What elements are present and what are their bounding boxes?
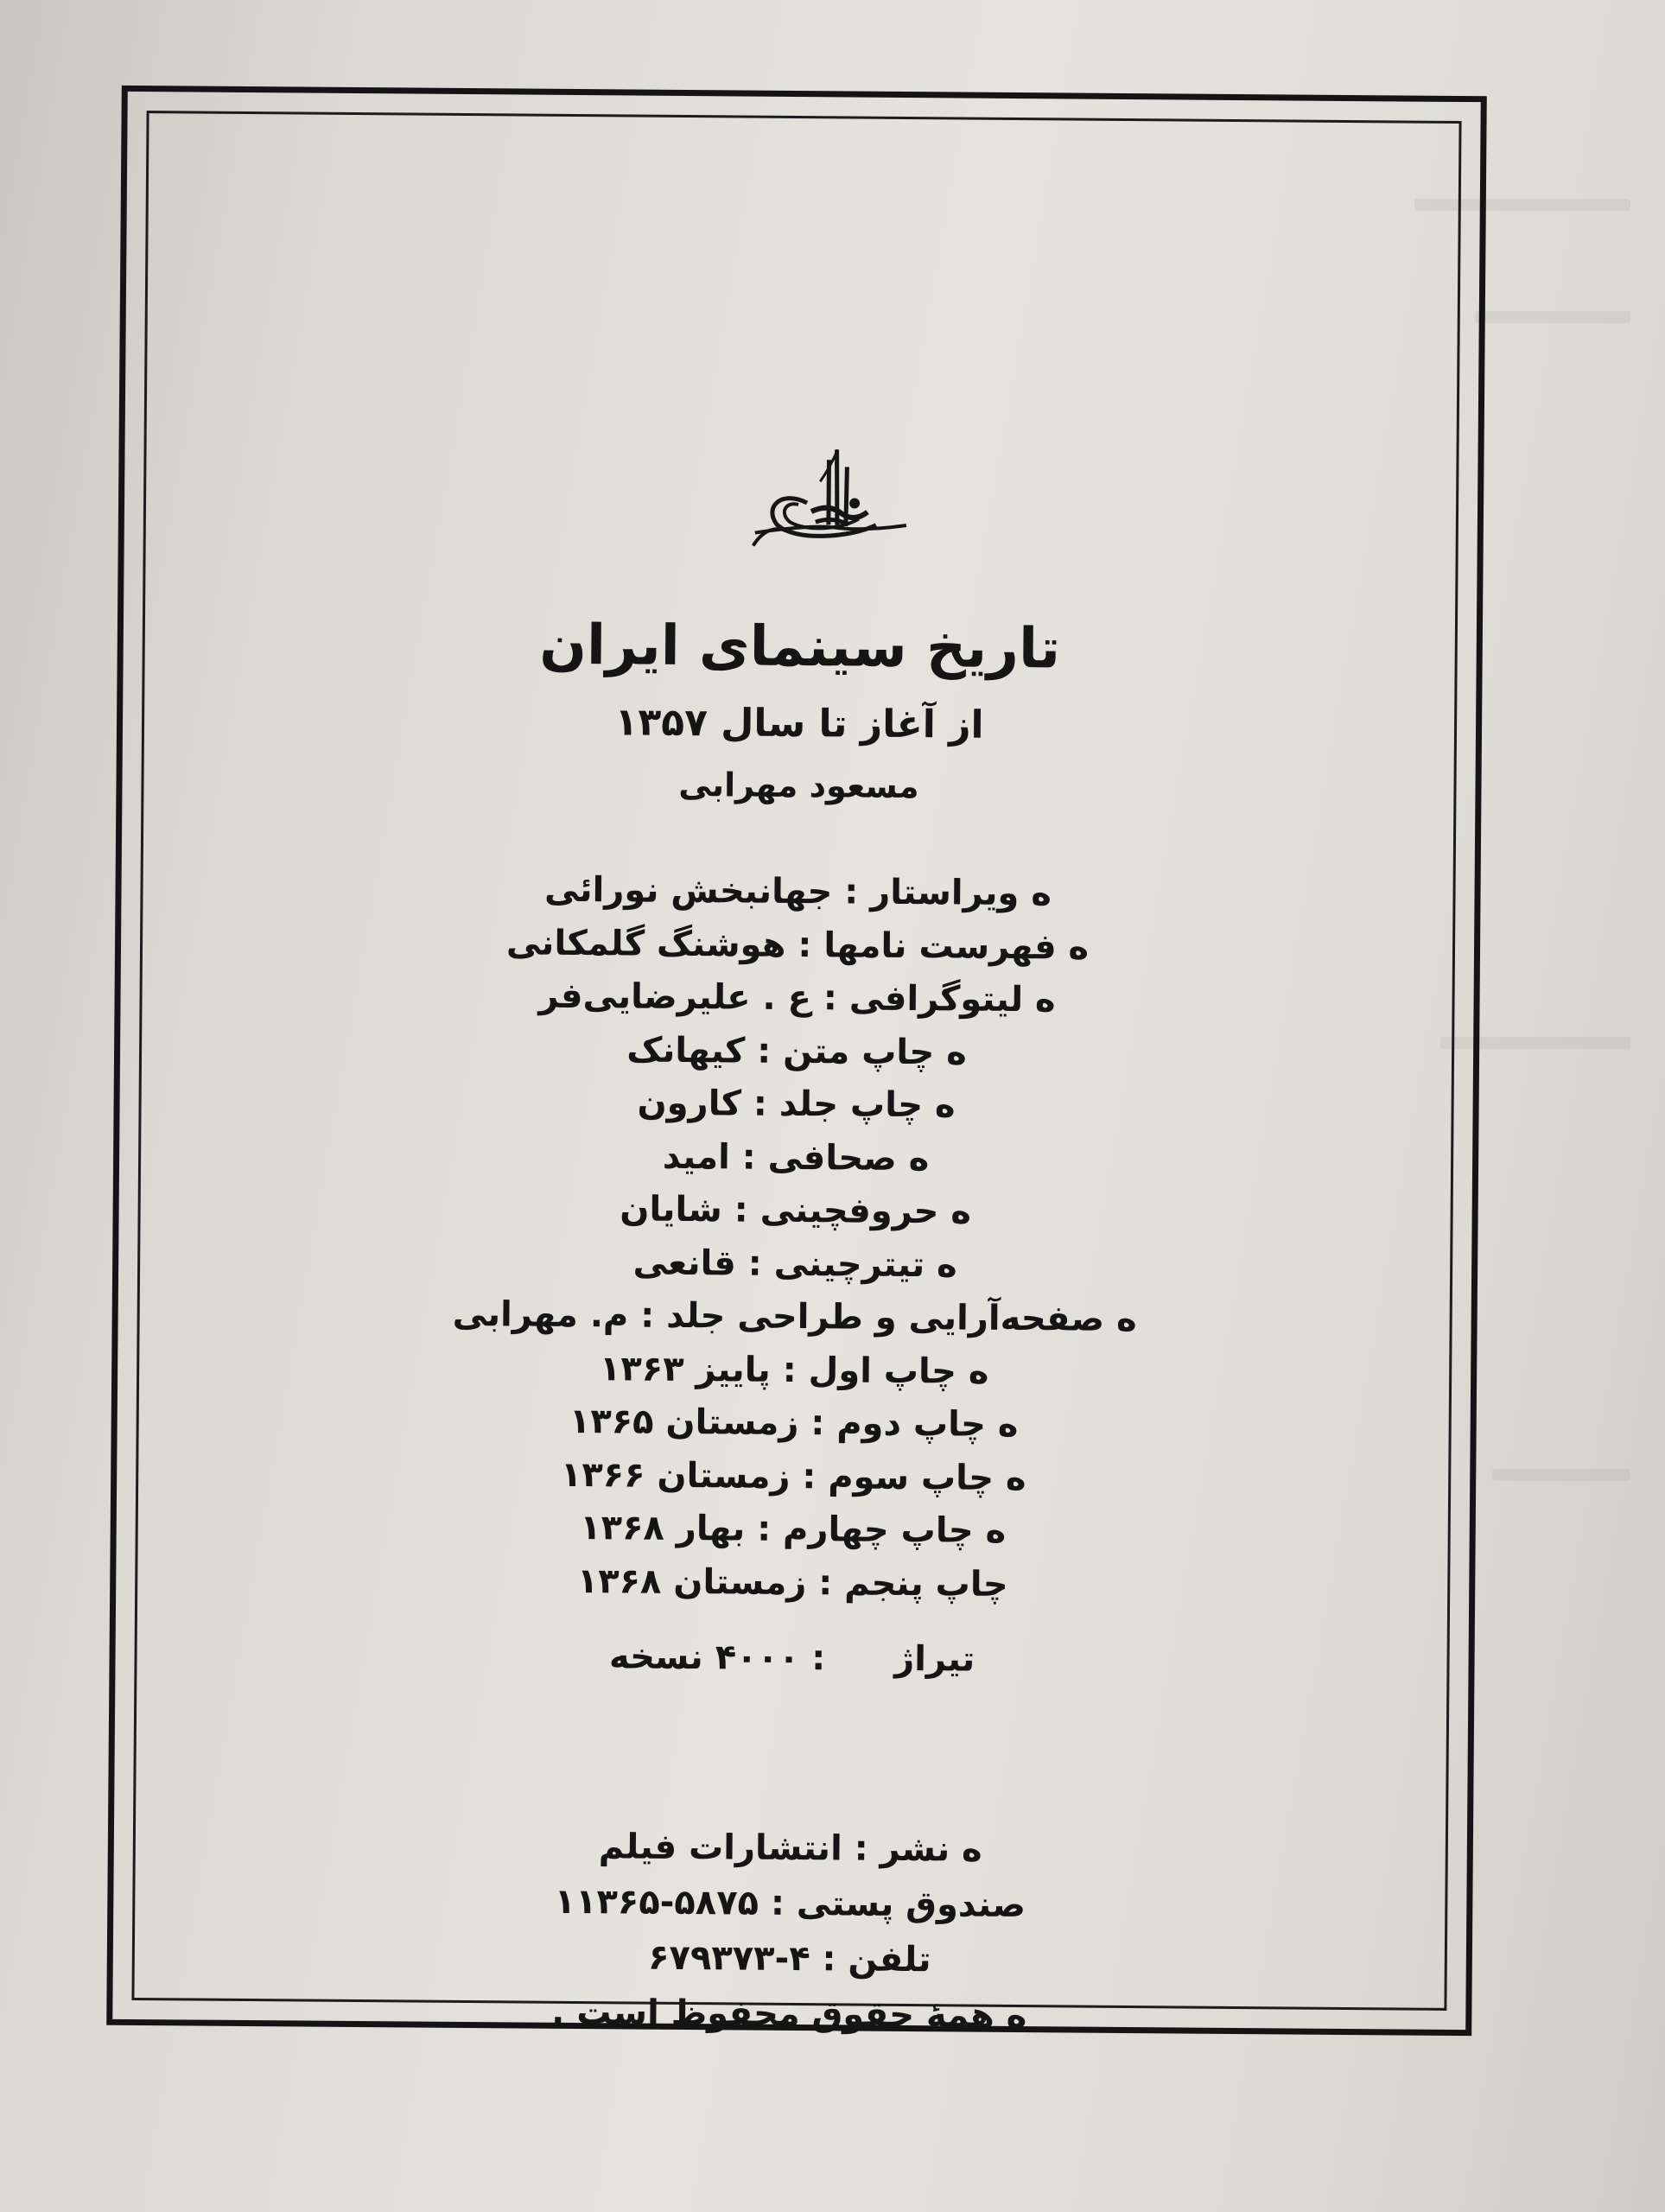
bleed-through-mark <box>1475 311 1630 323</box>
credit-line: ه چاپ متن : کیهانک <box>626 1029 967 1073</box>
po-box: صندوق پستی : ۵۸۷۵-۱۱۳۶۵ <box>554 1881 1026 1926</box>
credit-line: ه صحافی : امید <box>662 1136 930 1179</box>
phone-number: تلفن : ۴-۶۷۹۳۷۳ <box>647 1937 931 1980</box>
edition-line: چاپ پنجم : زمستان ۱۳۶۸ <box>576 1560 1008 1605</box>
author-name: مسعود مهرابی <box>678 765 919 806</box>
circulation-label: تیراژ <box>894 1638 975 1680</box>
edition-line: ه چاپ دوم : زمستان ۱۳۶۵ <box>569 1401 1019 1446</box>
publisher-info <box>112 1815 1467 2047</box>
book-title: تاریخ سینمای ایران <box>539 613 1061 682</box>
book-subtitle: از آغاز تا سال ۱۳۵۷ <box>614 700 984 747</box>
credit-line: ه حروفچینی : شایان <box>620 1189 972 1232</box>
edition-line: ه چاپ چهارم : بهار ۱۳۶۸ <box>580 1508 1007 1551</box>
edition-line: ه چاپ سوم : زمستان ۱۳۶۶ <box>560 1454 1026 1498</box>
credit-line: ه ویراستار : جهانبخش نورائی <box>543 869 1052 914</box>
credit-line: ه چاپ جلد : کارون <box>637 1083 956 1126</box>
tughra-emblem-icon <box>747 442 912 556</box>
credits-list <box>116 861 1475 1615</box>
copyright-notice: ه همهٔ حقوق محفوظ است . <box>551 1992 1027 2037</box>
circulation-value: : ۴۰۰۰ نسخه <box>608 1637 826 1679</box>
edition-line: ه چاپ اول : پاییز ۱۳۶۳ <box>599 1348 989 1392</box>
bleed-through-mark <box>1492 1469 1630 1481</box>
title-page-content <box>112 92 1480 2037</box>
credit-line: ه صفحه‌آرایی و طراحی جلد : م. مهرابی <box>452 1294 1137 1340</box>
page-border-outer <box>106 86 1487 2036</box>
publisher-name: ه نشر : انتشارات فیلم <box>598 1827 982 1870</box>
circulation-line <box>115 1631 1468 1685</box>
credit-line: ه فهرست نامها : هوشنگ گلمکانی <box>505 922 1090 968</box>
credit-line: ه تیترچینی : قانعی <box>632 1243 957 1285</box>
credit-line: ه لیتوگرافی : ع . علیرضایی‌فر <box>538 976 1056 1020</box>
